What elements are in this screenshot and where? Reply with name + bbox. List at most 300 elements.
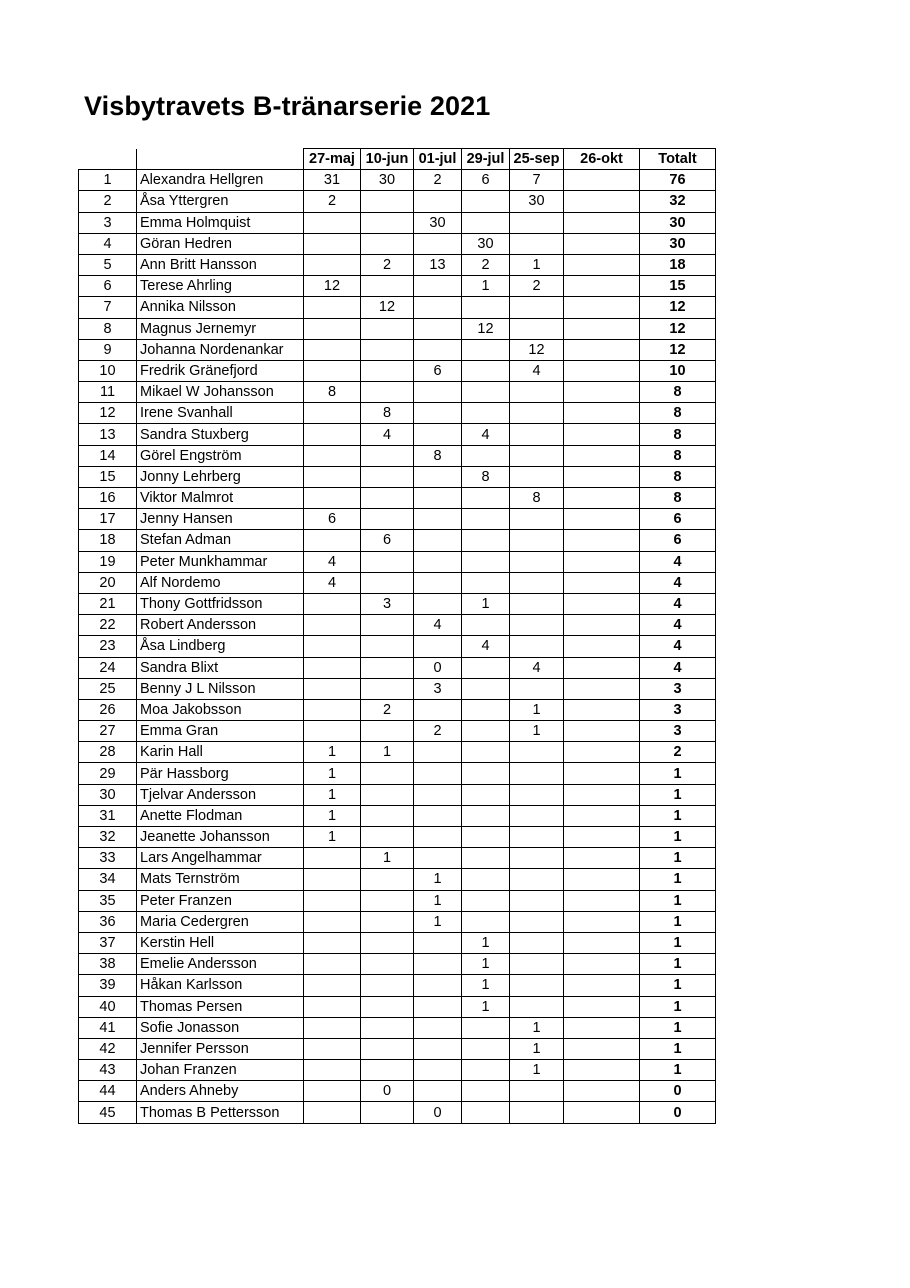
score-cell: 1 — [304, 805, 361, 826]
total-cell: 1 — [640, 975, 716, 996]
rank-cell: 39 — [79, 975, 137, 996]
score-cell: 1 — [414, 911, 462, 932]
rank-cell: 20 — [79, 572, 137, 593]
score-cell: 4 — [414, 615, 462, 636]
score-cell: 13 — [414, 254, 462, 275]
score-cell — [361, 975, 414, 996]
score-cell — [510, 530, 564, 551]
table-row — [79, 890, 716, 911]
score-cell — [564, 784, 640, 805]
score-cell — [564, 848, 640, 869]
score-cell — [361, 318, 414, 339]
total-cell: 1 — [640, 848, 716, 869]
score-cell — [564, 360, 640, 381]
score-cell — [462, 572, 510, 593]
score-cell — [361, 233, 414, 254]
score-cell: 30 — [462, 233, 510, 254]
score-cell: 6 — [361, 530, 414, 551]
total-cell: 4 — [640, 572, 716, 593]
score-cell — [361, 1060, 414, 1081]
score-cell — [462, 742, 510, 763]
score-cell — [462, 212, 510, 233]
total-cell: 12 — [640, 318, 716, 339]
score-cell — [510, 911, 564, 932]
score-cell: 1 — [304, 763, 361, 784]
score-cell — [414, 636, 462, 657]
trainer-name-cell: Jeanette Johansson — [137, 827, 304, 848]
total-cell: 8 — [640, 382, 716, 403]
trainer-name-cell: Åsa Yttergren — [137, 191, 304, 212]
score-cell — [564, 742, 640, 763]
score-cell — [462, 1060, 510, 1081]
score-cell — [510, 890, 564, 911]
rank-cell: 5 — [79, 254, 137, 275]
score-cell — [564, 466, 640, 487]
score-cell — [462, 360, 510, 381]
trainer-name-cell: Mats Ternström — [137, 869, 304, 890]
score-cell — [564, 805, 640, 826]
table-row — [79, 848, 716, 869]
score-cell: 1 — [510, 1017, 564, 1038]
score-cell — [510, 424, 564, 445]
total-cell: 76 — [640, 170, 716, 191]
score-cell — [462, 848, 510, 869]
score-cell — [361, 890, 414, 911]
score-cell — [564, 1060, 640, 1081]
score-cell — [304, 996, 361, 1017]
score-cell: 30 — [414, 212, 462, 233]
rank-cell: 28 — [79, 742, 137, 763]
score-cell — [510, 466, 564, 487]
score-cell: 1 — [304, 784, 361, 805]
trainer-name-cell: Sofie Jonasson — [137, 1017, 304, 1038]
table-row — [79, 911, 716, 932]
trainer-name-cell: Jenny Hansen — [137, 509, 304, 530]
trainer-name-cell: Emelie Andersson — [137, 954, 304, 975]
score-cell — [414, 1017, 462, 1038]
rank-cell: 35 — [79, 890, 137, 911]
score-cell — [510, 742, 564, 763]
score-cell — [304, 636, 361, 657]
score-cell — [304, 466, 361, 487]
total-cell: 4 — [640, 551, 716, 572]
score-cell: 6 — [304, 509, 361, 530]
score-cell: 1 — [462, 276, 510, 297]
score-cell: 30 — [510, 191, 564, 212]
trainer-name-cell: Kerstin Hell — [137, 932, 304, 953]
rank-cell: 23 — [79, 636, 137, 657]
score-cell: 30 — [361, 170, 414, 191]
table-row — [79, 657, 716, 678]
score-cell — [564, 975, 640, 996]
trainer-name-cell: Åsa Lindberg — [137, 636, 304, 657]
table-row — [79, 1017, 716, 1038]
total-cell: 8 — [640, 424, 716, 445]
score-cell — [510, 233, 564, 254]
table-row — [79, 805, 716, 826]
score-cell: 4 — [462, 636, 510, 657]
score-cell — [414, 276, 462, 297]
table-row — [79, 191, 716, 212]
trainer-name-cell: Ann Britt Hansson — [137, 254, 304, 275]
table-row — [79, 466, 716, 487]
score-cell: 1 — [462, 932, 510, 953]
table-row — [79, 996, 716, 1017]
score-cell — [564, 1017, 640, 1038]
score-cell — [564, 297, 640, 318]
table-row — [79, 424, 716, 445]
column-header: 29-jul — [462, 149, 510, 170]
trainer-name-cell: Anette Flodman — [137, 805, 304, 826]
score-cell — [564, 763, 640, 784]
score-cell — [510, 932, 564, 953]
score-cell — [304, 657, 361, 678]
rank-cell: 14 — [79, 445, 137, 466]
score-cell — [462, 382, 510, 403]
score-cell: 2 — [414, 170, 462, 191]
score-cell — [304, 975, 361, 996]
score-cell — [361, 827, 414, 848]
score-cell — [462, 763, 510, 784]
score-cell — [564, 170, 640, 191]
score-cell — [510, 297, 564, 318]
score-cell — [361, 191, 414, 212]
trainer-name-cell: Thomas B Pettersson — [137, 1102, 304, 1123]
score-cell — [564, 721, 640, 742]
rank-cell: 34 — [79, 869, 137, 890]
score-cell: 6 — [462, 170, 510, 191]
table-row — [79, 403, 716, 424]
score-cell — [462, 191, 510, 212]
table-row — [79, 170, 716, 191]
score-cell — [304, 1060, 361, 1081]
rank-cell: 25 — [79, 678, 137, 699]
score-cell: 12 — [462, 318, 510, 339]
score-cell: 12 — [510, 339, 564, 360]
total-cell: 12 — [640, 339, 716, 360]
rank-cell: 38 — [79, 954, 137, 975]
rank-cell: 44 — [79, 1081, 137, 1102]
score-cell — [564, 191, 640, 212]
score-cell — [564, 890, 640, 911]
trainer-name-cell: Håkan Karlsson — [137, 975, 304, 996]
rank-cell: 18 — [79, 530, 137, 551]
score-cell — [414, 382, 462, 403]
score-cell — [414, 932, 462, 953]
score-cell — [564, 424, 640, 445]
total-cell: 8 — [640, 403, 716, 424]
total-cell: 1 — [640, 784, 716, 805]
total-cell: 8 — [640, 488, 716, 509]
score-cell — [510, 509, 564, 530]
rank-cell: 19 — [79, 551, 137, 572]
trainer-name-cell: Johan Franzen — [137, 1060, 304, 1081]
score-cell: 8 — [510, 488, 564, 509]
table-row — [79, 233, 716, 254]
table-row — [79, 932, 716, 953]
score-cell — [414, 403, 462, 424]
score-cell — [361, 382, 414, 403]
total-cell: 1 — [640, 890, 716, 911]
rank-cell: 29 — [79, 763, 137, 784]
score-cell — [462, 1102, 510, 1123]
rank-cell: 45 — [79, 1102, 137, 1123]
score-cell — [304, 678, 361, 699]
score-cell — [361, 1102, 414, 1123]
score-cell — [304, 869, 361, 890]
score-cell — [414, 339, 462, 360]
rank-cell: 2 — [79, 191, 137, 212]
table-row — [79, 615, 716, 636]
rank-cell: 26 — [79, 699, 137, 720]
score-cell — [510, 975, 564, 996]
score-cell — [564, 911, 640, 932]
score-cell — [361, 1038, 414, 1059]
score-cell — [304, 911, 361, 932]
column-header: 25-sep — [510, 149, 564, 170]
score-cell — [414, 805, 462, 826]
total-cell: 32 — [640, 191, 716, 212]
score-cell — [304, 530, 361, 551]
score-cell — [361, 1017, 414, 1038]
score-cell — [414, 466, 462, 487]
score-cell — [510, 445, 564, 466]
score-cell — [564, 869, 640, 890]
score-cell — [462, 721, 510, 742]
score-cell — [361, 996, 414, 1017]
score-cell: 2 — [510, 276, 564, 297]
score-cell — [510, 784, 564, 805]
total-cell: 15 — [640, 276, 716, 297]
score-cell: 1 — [462, 954, 510, 975]
score-cell — [414, 593, 462, 614]
rank-cell: 1 — [79, 170, 137, 191]
score-cell — [304, 318, 361, 339]
score-cell — [510, 848, 564, 869]
score-cell — [414, 233, 462, 254]
trainer-name-cell: Benny J L Nilsson — [137, 678, 304, 699]
score-cell — [361, 466, 414, 487]
score-cell — [510, 572, 564, 593]
total-cell: 8 — [640, 445, 716, 466]
rank-cell: 22 — [79, 615, 137, 636]
total-cell: 6 — [640, 509, 716, 530]
trainer-name-cell: Magnus Jernemyr — [137, 318, 304, 339]
score-cell — [510, 551, 564, 572]
table-row — [79, 1060, 716, 1081]
score-cell — [304, 1038, 361, 1059]
table-row — [79, 445, 716, 466]
total-cell: 0 — [640, 1102, 716, 1123]
score-cell: 3 — [361, 593, 414, 614]
trainer-name-cell: Annika Nilsson — [137, 297, 304, 318]
score-cell — [414, 424, 462, 445]
trainer-name-cell: Robert Andersson — [137, 615, 304, 636]
score-cell: 1 — [510, 254, 564, 275]
trainer-name-cell: Alf Nordemo — [137, 572, 304, 593]
score-cell — [304, 1017, 361, 1038]
table-row — [79, 551, 716, 572]
score-cell — [462, 699, 510, 720]
score-cell — [361, 551, 414, 572]
score-cell — [510, 212, 564, 233]
trainer-name-cell: Johanna Nordenankar — [137, 339, 304, 360]
score-cell — [304, 488, 361, 509]
score-cell — [462, 488, 510, 509]
trainer-name-cell: Terese Ahrling — [137, 276, 304, 297]
score-cell: 12 — [361, 297, 414, 318]
rank-cell: 43 — [79, 1060, 137, 1081]
trainer-name-cell: Viktor Malmrot — [137, 488, 304, 509]
total-cell: 6 — [640, 530, 716, 551]
rank-cell: 31 — [79, 805, 137, 826]
rank-cell: 9 — [79, 339, 137, 360]
table-row — [79, 488, 716, 509]
score-cell — [304, 1102, 361, 1123]
score-cell — [510, 996, 564, 1017]
table-row — [79, 254, 716, 275]
score-cell: 1 — [510, 699, 564, 720]
score-cell — [414, 1081, 462, 1102]
score-cell — [564, 339, 640, 360]
score-cell: 0 — [361, 1081, 414, 1102]
score-cell — [414, 318, 462, 339]
score-cell: 1 — [462, 996, 510, 1017]
score-cell — [564, 551, 640, 572]
table-row — [79, 954, 716, 975]
score-cell: 1 — [414, 869, 462, 890]
standings-table — [78, 148, 716, 1124]
column-header: 01-jul — [414, 149, 462, 170]
score-cell — [564, 827, 640, 848]
score-cell — [564, 382, 640, 403]
total-cell: 4 — [640, 593, 716, 614]
score-cell — [304, 403, 361, 424]
rank-cell: 37 — [79, 932, 137, 953]
score-cell — [361, 784, 414, 805]
score-cell — [564, 636, 640, 657]
total-cell: 8 — [640, 466, 716, 487]
score-cell — [414, 551, 462, 572]
score-cell — [462, 784, 510, 805]
score-cell — [564, 996, 640, 1017]
score-cell — [304, 360, 361, 381]
score-cell — [564, 403, 640, 424]
trainer-name-cell: Peter Munkhammar — [137, 551, 304, 572]
page-title: Visbytravets B-tränarserie 2021 — [84, 91, 491, 121]
score-cell — [462, 615, 510, 636]
score-cell — [361, 488, 414, 509]
score-cell — [361, 763, 414, 784]
table-row — [79, 636, 716, 657]
score-cell — [361, 276, 414, 297]
score-cell — [564, 488, 640, 509]
score-cell: 8 — [304, 382, 361, 403]
table-row — [79, 699, 716, 720]
rank-cell: 36 — [79, 911, 137, 932]
total-cell: 0 — [640, 1081, 716, 1102]
score-cell — [361, 657, 414, 678]
score-cell — [510, 763, 564, 784]
score-cell — [414, 530, 462, 551]
score-cell — [414, 191, 462, 212]
score-cell — [510, 636, 564, 657]
rank-cell: 13 — [79, 424, 137, 445]
score-cell: 0 — [414, 1102, 462, 1123]
trainer-name-cell: Tjelvar Andersson — [137, 784, 304, 805]
rank-cell: 21 — [79, 593, 137, 614]
total-cell: 1 — [640, 1038, 716, 1059]
score-cell: 6 — [414, 360, 462, 381]
total-cell: 3 — [640, 678, 716, 699]
table-row — [79, 276, 716, 297]
score-cell — [361, 572, 414, 593]
score-cell — [414, 975, 462, 996]
score-cell — [304, 954, 361, 975]
trainer-name-cell: Görel Engström — [137, 445, 304, 466]
score-cell — [564, 254, 640, 275]
score-cell — [361, 636, 414, 657]
rank-cell: 7 — [79, 297, 137, 318]
total-cell: 30 — [640, 212, 716, 233]
trainer-name-cell: Moa Jakobsson — [137, 699, 304, 720]
score-cell — [564, 954, 640, 975]
score-cell — [510, 678, 564, 699]
score-cell — [414, 509, 462, 530]
score-cell — [304, 233, 361, 254]
score-cell — [304, 848, 361, 869]
score-cell — [564, 657, 640, 678]
score-cell — [304, 297, 361, 318]
score-cell — [414, 848, 462, 869]
score-cell — [462, 339, 510, 360]
score-cell — [414, 827, 462, 848]
score-cell — [564, 233, 640, 254]
table-row — [79, 360, 716, 381]
total-cell: 1 — [640, 1060, 716, 1081]
score-cell: 4 — [304, 551, 361, 572]
score-cell — [510, 869, 564, 890]
score-cell: 1 — [361, 848, 414, 869]
score-cell: 4 — [361, 424, 414, 445]
score-cell: 2 — [304, 191, 361, 212]
trainer-name-cell: Jennifer Persson — [137, 1038, 304, 1059]
total-cell: 2 — [640, 742, 716, 763]
table-row — [79, 339, 716, 360]
column-header: 26-okt — [564, 149, 640, 170]
table-row — [79, 318, 716, 339]
score-cell — [462, 890, 510, 911]
table-row — [79, 382, 716, 403]
table-row — [79, 742, 716, 763]
score-cell — [304, 932, 361, 953]
score-cell — [564, 1081, 640, 1102]
score-cell — [510, 805, 564, 826]
score-cell — [564, 1038, 640, 1059]
total-cell: 3 — [640, 721, 716, 742]
header-blank-name — [137, 149, 304, 170]
score-cell — [564, 678, 640, 699]
score-cell — [462, 1017, 510, 1038]
trainer-name-cell: Stefan Adman — [137, 530, 304, 551]
score-cell: 1 — [304, 827, 361, 848]
score-cell — [414, 488, 462, 509]
score-cell: 1 — [462, 593, 510, 614]
table-row — [79, 827, 716, 848]
trainer-name-cell: Emma Gran — [137, 721, 304, 742]
total-cell: 1 — [640, 827, 716, 848]
score-cell — [462, 1081, 510, 1102]
